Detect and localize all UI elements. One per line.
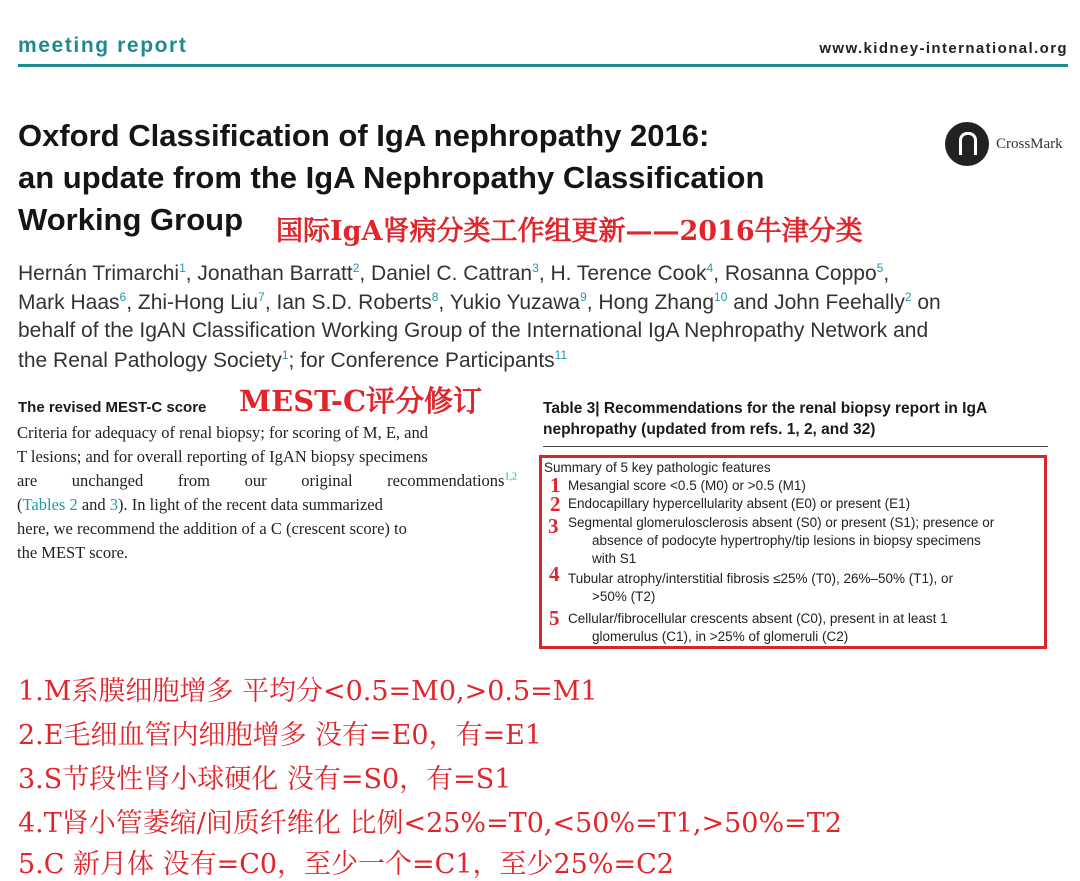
item-number: 1	[550, 473, 561, 497]
crossmark-icon	[945, 122, 989, 166]
author-text: on	[911, 291, 941, 314]
chinese-note: 3.S节段性肾小球硬化 没有=S0，有=S1	[18, 764, 512, 795]
paper-title-line-2: an update from the IgA Nephropathy Classification	[18, 160, 765, 195]
section-chinese-annotation: MEST-C评分修订	[239, 384, 483, 418]
item-number: 2	[550, 492, 561, 516]
affiliation-ref[interactable]: 7	[258, 290, 265, 304]
chinese-note: 4.T肾小管萎缩/间质纤维化 比例<25%=T0,<50%=T1,>50%=T2	[18, 808, 842, 839]
table-title: Table 3| Recommendations for the renal biopsy report in IgA nephropathy (updated from refs. 1, 2, and 32)	[543, 400, 987, 438]
header-divider	[18, 64, 1068, 67]
author-name: , Hong Zhang	[586, 291, 715, 314]
chinese-note: 2.E毛细血管内细胞增多 没有=E0，有=E1	[18, 720, 543, 751]
chinese-note: 5.C 新月体 没有=C0，至少一个=C1，至少25%=C2	[18, 849, 674, 880]
journal-url[interactable]: www.kidney-international.org	[819, 40, 1068, 57]
section-heading: The revised MEST-C score	[18, 399, 207, 416]
author-name: and John Feehally	[727, 291, 905, 314]
body-word: our	[244, 471, 267, 490]
body-text-line: the MEST score.	[17, 543, 129, 562]
author-name: , Daniel C. Cattran	[359, 262, 533, 285]
table-item-line: glomerulus (C1), in >25% of glomeruli (C2)	[592, 629, 849, 644]
author-line-4	[18, 348, 567, 373]
body-text-line: T lesions; and for overall reporting of IgAN biopsy specimens	[17, 447, 428, 466]
body-text-line: Criteria for adequacy of renal biopsy; for scoring of M, E, and	[17, 423, 428, 442]
author-name: , H. Terence Cook	[538, 262, 707, 285]
item-number: 3	[548, 514, 559, 538]
table-item-line: >50% (T2)	[592, 589, 656, 604]
affiliation-ref[interactable]: 4	[706, 261, 714, 275]
crossmark-label: CrossMark	[996, 136, 1063, 152]
table-item-line: Cellular/fibrocellular crescents absent (C0), present in at least 1	[568, 611, 948, 626]
author-name: , Ian S.D. Roberts	[264, 291, 432, 314]
body-word: unchanged	[71, 471, 144, 490]
body-word: original	[301, 471, 353, 490]
author-separator: ,	[883, 262, 890, 285]
author-name: Hernán Trimarchi	[18, 262, 180, 285]
affiliation-ref[interactable]: 1	[281, 348, 289, 362]
title-chinese-annotation: 国际IgA肾病分类工作组更新——2016牛津分类	[276, 216, 863, 247]
affiliation-ref[interactable]: 5	[876, 261, 884, 275]
author-name: , Rosanna Coppo	[713, 262, 877, 285]
table-divider	[543, 446, 1048, 447]
author-name: Mark Haas	[18, 291, 120, 314]
table-link[interactable]: 3	[109, 495, 119, 514]
author-line-3: behalf of the IgAN Classification Working Group of the International IgA Nephropathy Network and	[18, 319, 929, 342]
author-name: , Yukio Yuzawa	[438, 291, 581, 314]
affiliation-ref[interactable]: 6	[119, 290, 127, 304]
author-text: the Renal Pathology Society	[18, 349, 282, 372]
table-summary: Summary of 5 key pathologic features	[544, 460, 771, 475]
table-item-line: with S1	[592, 551, 637, 566]
table-item-line: Tubular atrophy/interstitial fibrosis ≤25% (T0), 26%–50% (T1), or	[568, 571, 954, 586]
body-word-text: recommendations	[387, 471, 505, 490]
table-item-line: Endocapillary hypercellularity absent (E0) or present (E1)	[568, 496, 911, 511]
chinese-note: 1.M系膜细胞增多 平均分<0.5=M0,>0.5=M1	[18, 676, 598, 707]
paren: (	[17, 495, 23, 514]
paper-title-line-1: Oxford Classification of IgA nephropathy 2016:	[18, 118, 710, 153]
author-name: , Zhi-Hong Liu	[126, 291, 259, 314]
body-text-line	[17, 471, 517, 491]
paper-title-line-3: Working Group	[18, 202, 244, 237]
author-name: , Jonathan Barratt	[185, 262, 353, 285]
item-number: 5	[549, 606, 560, 630]
author-line-1	[18, 261, 889, 286]
table-highlight-box	[539, 455, 1047, 649]
affiliation-ref[interactable]: 9	[580, 290, 587, 304]
table-item-line: absence of podocyte hypertrophy/tip lesions in biopsy specimens	[592, 533, 981, 548]
body-word	[387, 471, 517, 491]
table-link[interactable]: Tables 2	[22, 495, 78, 514]
body-word: are	[17, 471, 38, 490]
body-text-line: here, we recommend the addition of a C (crescent score) to	[17, 519, 407, 538]
journal-section-label: meeting report	[18, 34, 188, 57]
affiliation-ref[interactable]: 3	[532, 261, 539, 275]
affiliation-ref[interactable]: 2	[904, 290, 912, 304]
body-text: ). In light of the recent data summarized	[118, 495, 383, 514]
affiliation-ref[interactable]: 2	[352, 261, 360, 275]
affiliation-ref[interactable]: 1	[179, 261, 186, 275]
body-word: from	[177, 471, 210, 490]
affiliation-ref[interactable]: 8	[431, 290, 439, 304]
table-item-line: Segmental glomerulosclerosis absent (S0) or present (S1); presence or	[568, 515, 995, 530]
author-text: ; for Conference Participants	[288, 349, 555, 372]
reference-link[interactable]: 1,2	[504, 471, 517, 483]
table-item-line: Mesangial score <0.5 (M0) or >0.5 (M1)	[568, 478, 806, 493]
author-line-2	[18, 290, 941, 315]
item-number: 4	[549, 562, 560, 586]
body-text-line	[17, 495, 383, 515]
affiliation-ref[interactable]: 10	[714, 290, 728, 304]
body-text: and	[77, 495, 110, 514]
affiliation-ref[interactable]: 11	[554, 348, 568, 362]
